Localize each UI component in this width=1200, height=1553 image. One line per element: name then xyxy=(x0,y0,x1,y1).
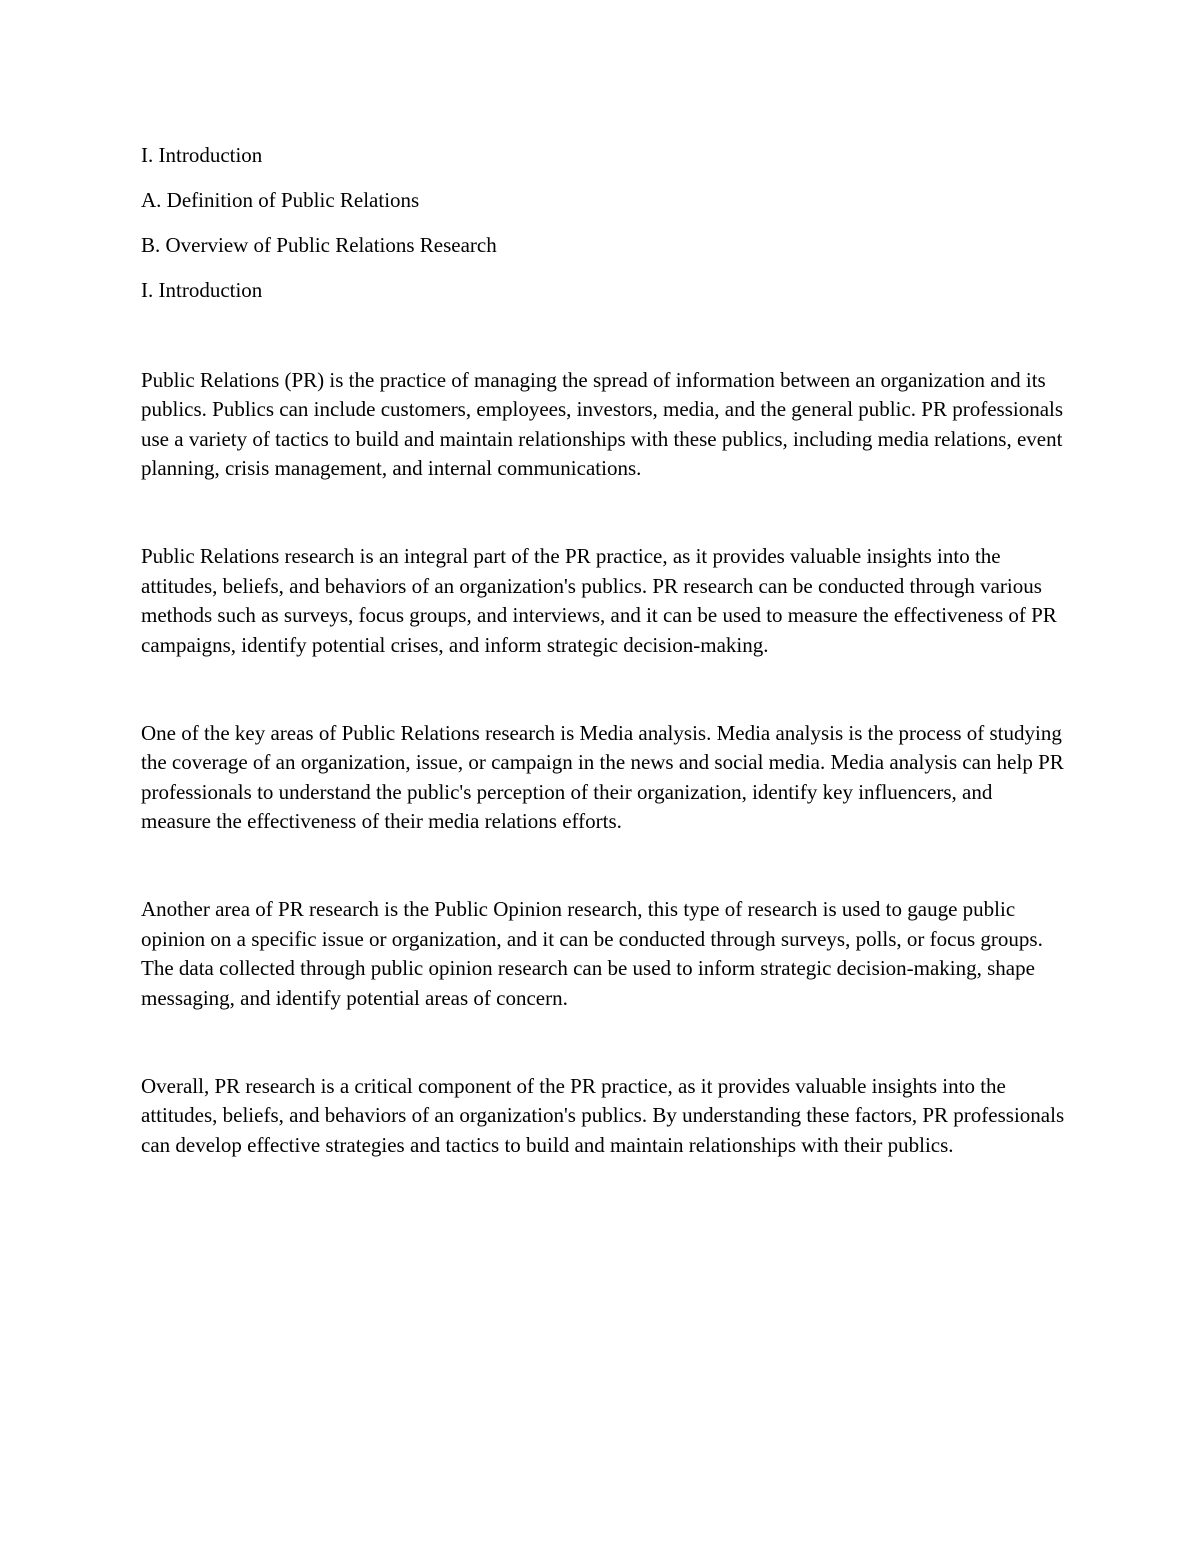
paragraph-overall: Overall, PR research is a critical component of the PR practice, as it provides valuable insights into the attitudes, beliefs, and behaviors of an organization's publics. By understanding these factors, PR professionals can develop effective strategies and tactics to build and maintain relationships with their publics. xyxy=(141,1073,1065,1157)
paragraph-public-opinion: Another area of PR research is the Public Opinion research, this type of research is used to gauge public opinion on a specific issue or organization, and it can be conducted through surveys, polls, or focus groups. The data collected through public opinion research can be used to inform strategic decision-making, shape messaging, and identify potential areas of concern. xyxy=(141,897,1043,1010)
outline-item-overview: B. Overview of Public Relations Research xyxy=(141,233,497,257)
spacer xyxy=(141,660,1066,719)
paragraph-pr-definition: Public Relations (PR) is the practice of managing the spread of information between an organization and its publics. Publics can include customers, employees, investors, media, and the general public. PR professionals use a variety of tactics to build and maintain relationships with these publics, including media relations, event planning, crisis management, and internal communications. xyxy=(141,367,1064,480)
outline-item-definition: A. Definition of Public Relations xyxy=(141,188,420,212)
spacer xyxy=(141,1013,1066,1072)
outline-heading-introduction: I. Introduction xyxy=(141,143,263,167)
spacer xyxy=(141,306,1066,366)
paragraph-media-analysis: One of the key areas of Public Relations research is Media analysis. Media analysis is the process of studying the coverage of an organization, issue, or campaign in the news and social media. Media analysis can help PR professionals to understand the public's perception of their organization, identify key influencers, and measure the effectiveness of their media relations efforts. xyxy=(141,720,1064,833)
section-heading-introduction: I. Introduction xyxy=(141,278,263,302)
spacer xyxy=(141,837,1066,896)
spacer xyxy=(141,484,1066,543)
document-body xyxy=(141,141,1066,1160)
paragraph-pr-research: Public Relations research is an integral part of the PR practice, as it provides valuable insights into the attitudes, beliefs, and behaviors of an organization's publics. PR research can be conducted through various methods such as surveys, focus groups, and interviews, and it can be used to measure the effectiveness of PR campaigns, identify potential crises, and inform strategic decision-making. xyxy=(141,544,1057,657)
